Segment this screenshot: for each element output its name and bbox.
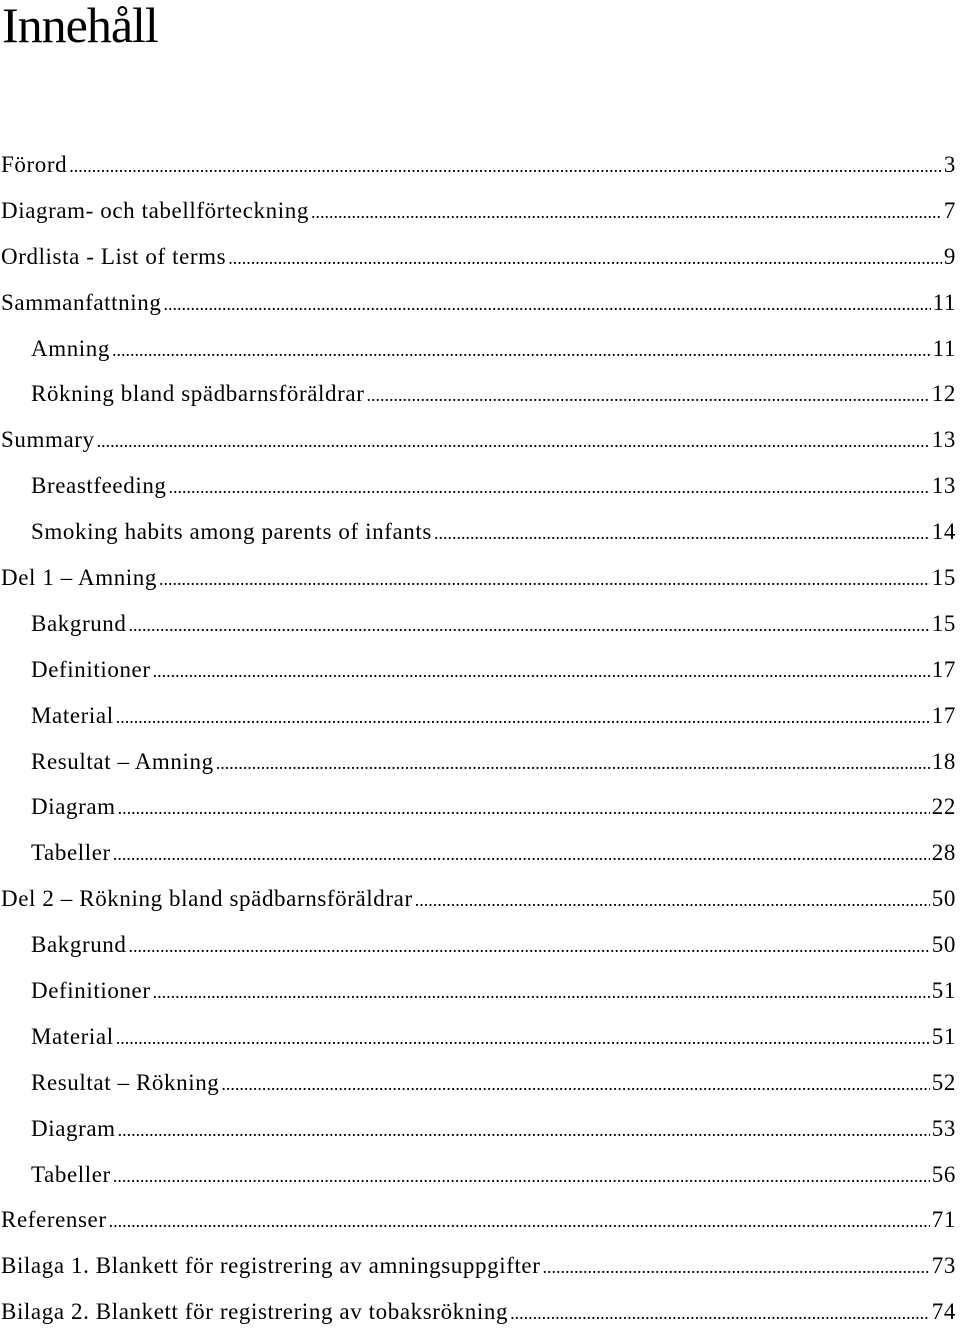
page-title: Innehåll (2, 0, 158, 53)
dot-leader (366, 380, 929, 410)
toc-page-number: 71 (931, 1207, 956, 1233)
dot-leader (434, 518, 930, 548)
dot-leader (113, 1161, 930, 1191)
toc-entry[interactable] (0, 693, 960, 739)
dot-leader (112, 335, 931, 365)
toc-page-number: 74 (931, 1299, 956, 1325)
toc-entry-title: Bilaga 1. Blankett för registrering av amningsuppgifter (1, 1253, 541, 1279)
toc-entry[interactable] (0, 509, 960, 555)
toc-entry-title: Ordlista - List of terms (1, 243, 227, 269)
dot-leader (116, 1023, 930, 1053)
toc-entry-title: Definitioner (31, 978, 151, 1004)
dot-leader (221, 1069, 929, 1099)
toc-entry[interactable] (0, 417, 960, 463)
toc-entry-title: Resultat – Rökning (31, 1069, 220, 1095)
toc-page-number: 15 (931, 610, 956, 636)
dot-leader (118, 1115, 930, 1145)
toc-entry-title: Bakgrund (31, 932, 127, 958)
dot-leader (153, 656, 930, 686)
toc-entry[interactable] (0, 784, 960, 830)
toc-entry[interactable] (0, 142, 960, 188)
toc-entry-title: Breastfeeding (31, 473, 167, 499)
toc-entry[interactable] (0, 234, 960, 280)
toc-entry[interactable] (0, 922, 960, 968)
toc-page-number: 13 (931, 473, 956, 499)
dot-leader (118, 793, 930, 823)
toc-entry[interactable] (0, 188, 960, 234)
toc-entry[interactable] (0, 1197, 960, 1243)
dot-leader (69, 151, 942, 181)
toc-page-number: 11 (932, 335, 956, 361)
dot-leader (163, 289, 930, 319)
toc-page-number: 13 (931, 427, 956, 453)
toc-page-number: 18 (931, 748, 956, 774)
toc-page-number: 3 (943, 152, 956, 177)
toc-page-number: 50 (931, 886, 956, 912)
dot-leader (311, 197, 942, 227)
toc-entry[interactable] (0, 739, 960, 785)
dot-leader (228, 243, 942, 273)
toc-entry-title: Amning (31, 335, 110, 361)
toc-entry-title: Diagram (31, 794, 116, 820)
toc-entry-title: Rökning bland spädbarnsföräldrar (31, 381, 365, 407)
toc-entry[interactable] (0, 1243, 960, 1289)
toc-page-number: 52 (931, 1069, 956, 1095)
toc-page-number: 11 (932, 289, 956, 315)
dot-leader (129, 610, 930, 640)
toc-entry-title: Summary (1, 427, 95, 453)
dot-leader (159, 564, 930, 594)
toc-page-number: 73 (931, 1253, 956, 1279)
toc-entry[interactable] (0, 1152, 960, 1198)
toc-entry-title: Del 2 – Rökning bland spädbarnsföräldrar (1, 886, 413, 912)
dot-leader (543, 1252, 930, 1282)
toc-entry-title: Bakgrund (31, 610, 127, 636)
toc-entry[interactable] (0, 1060, 960, 1106)
toc-entry-title: Definitioner (31, 656, 151, 682)
toc-entry[interactable] (0, 601, 960, 647)
table-of-contents (0, 142, 960, 1335)
toc-entry-title: Smoking habits among parents of infants (31, 519, 432, 545)
toc-entry-title: Diagram- och tabellförteckning (1, 197, 309, 223)
toc-page-number: 51 (931, 978, 956, 1004)
toc-page-number: 28 (931, 840, 956, 866)
toc-entry-title: Sammanfattning (1, 289, 162, 315)
toc-entry[interactable] (0, 876, 960, 922)
toc-page-number: 56 (931, 1161, 956, 1187)
toc-page-number: 53 (931, 1115, 956, 1141)
toc-entry[interactable] (0, 968, 960, 1014)
toc-entry[interactable] (0, 1014, 960, 1060)
toc-page-number: 9 (943, 243, 956, 269)
toc-page-number: 22 (931, 794, 956, 820)
toc-page-number: 50 (931, 932, 956, 958)
toc-entry[interactable] (0, 830, 960, 876)
dot-leader (116, 702, 930, 732)
toc-page-number: 14 (931, 519, 956, 545)
toc-entry-title: Referenser (1, 1207, 107, 1233)
dot-leader (510, 1298, 930, 1328)
toc-entry[interactable] (0, 326, 960, 372)
toc-entry-title: Material (31, 1023, 114, 1049)
toc-entry-title: Tabeller (31, 1161, 111, 1187)
toc-entry-title: Tabeller (31, 840, 111, 866)
dot-leader (97, 426, 930, 456)
toc-entry-title: Del 1 – Amning (1, 565, 157, 591)
toc-entry-title: Diagram (31, 1115, 116, 1141)
dot-leader (109, 1206, 930, 1236)
toc-page-number: 17 (931, 702, 956, 728)
toc-entry[interactable] (0, 647, 960, 693)
dot-leader (129, 931, 930, 961)
dot-leader (216, 748, 930, 778)
toc-entry-title: Bilaga 2. Blankett för registrering av tobaksrökning (1, 1299, 509, 1325)
toc-page-number: 51 (931, 1023, 956, 1049)
toc-entry-title: Resultat – Amning (31, 748, 214, 774)
dot-leader (113, 839, 930, 869)
toc-entry[interactable] (0, 1289, 960, 1335)
toc-page-number: 17 (931, 656, 956, 682)
toc-entry[interactable] (0, 555, 960, 601)
toc-entry[interactable] (0, 463, 960, 509)
dot-leader (153, 977, 930, 1007)
toc-entry-title: Material (31, 702, 114, 728)
dot-leader (169, 472, 930, 502)
toc-entry[interactable] (0, 280, 960, 326)
toc-entry[interactable] (0, 1106, 960, 1152)
toc-page-number: 12 (931, 381, 956, 407)
toc-page-number: 7 (943, 197, 956, 223)
dot-leader (415, 885, 930, 915)
toc-entry[interactable] (0, 371, 960, 417)
toc-page-number: 15 (931, 565, 956, 591)
toc-entry-title: Förord (1, 152, 68, 177)
